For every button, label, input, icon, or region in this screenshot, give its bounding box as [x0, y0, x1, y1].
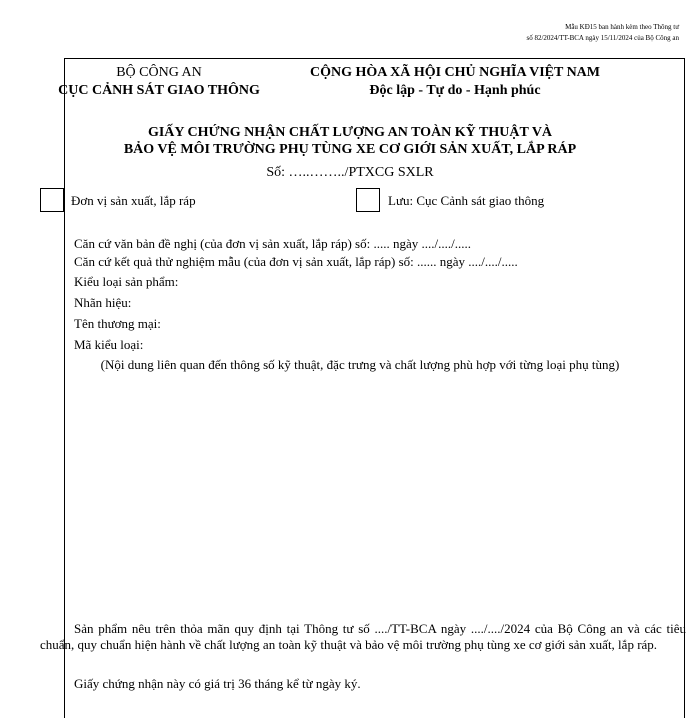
title-line-2: BẢO VỆ MÔI TRƯỜNG PHỤ TÙNG XE CƠ GIỚI SẢN XUẤT, LẮP RÁP	[123, 142, 577, 157]
form-reference-line-1: Mẫu KĐ15 ban hành kèm theo Thông tư	[565, 23, 679, 31]
form-reference-line-2: số 82/2024/TT-BCA ngày 15/11/2024 của Bộ Công an	[526, 34, 679, 42]
archive-copy-checkbox[interactable]	[356, 188, 380, 212]
form-reference-note	[526, 22, 679, 44]
issuing-agency	[35, 64, 283, 100]
national-slogan: Độc lập - Tự do - Hạnh phúc	[369, 83, 541, 98]
archive-copy-label: Lưu: Cục Cảnh sát giao thông	[388, 193, 545, 208]
country-name: CỘNG HÒA XÃ HỘI CHỦ NGHĨA VIỆT NAM	[309, 65, 600, 80]
technical-content-note: (Nội dung liên quan đến thông số kỹ thuật, đặc trưng và chất lượng phù hợp với từng loại phụ tùng)	[100, 357, 620, 372]
manufacturer-copy-label: Đơn vị sản xuất, lắp ráp	[71, 193, 196, 208]
document-title	[80, 124, 620, 158]
model-code-field: Mã kiểu loại:	[74, 337, 144, 352]
basis-test-result-line: Căn cứ kết quả thử nghiệm mẫu (của đơn vị sản xuất, lắp ráp) số: ...... ngày ..../..../.....	[74, 254, 518, 269]
brand-field: Nhãn hiệu:	[74, 295, 132, 310]
title-line-1: GIẤY CHỨNG NHẬN CHẤT LƯỢNG AN TOÀN KỸ THUẬT VÀ	[147, 125, 553, 140]
trade-name-field: Tên thương mại:	[74, 316, 161, 331]
validity-statement: Giấy chứng nhận này có giá trị 36 tháng kể từ ngày ký.	[74, 676, 361, 691]
conclusion-paragraph: Sản phẩm nêu trên thỏa mãn quy định tại Thông tư số ..../TT-BCA ngày ..../..../2024 của Bộ Công an và các tiêu chuẩn, quy chuẩn hiện hành về chất lượng an toàn kỹ thuật và bảo vệ môi trường phụ tùng xe cơ giới sản xuất, lắp ráp.	[40, 621, 686, 652]
manufacturer-copy-checkbox[interactable]	[40, 188, 64, 212]
document-number: Số: …..……../PTXCG SXLR	[266, 165, 434, 180]
ministry-name: BỘ CÔNG AN	[116, 65, 202, 80]
national-motto	[285, 64, 625, 100]
basis-request-line: Căn cứ văn bản đề nghị (của đơn vị sản xuất, lắp ráp) số: ..... ngày ..../..../.....	[74, 236, 471, 251]
product-type-field: Kiểu loại sản phẩm:	[74, 274, 179, 289]
department-name: CỤC CẢNH SÁT GIAO THÔNG	[58, 83, 260, 98]
